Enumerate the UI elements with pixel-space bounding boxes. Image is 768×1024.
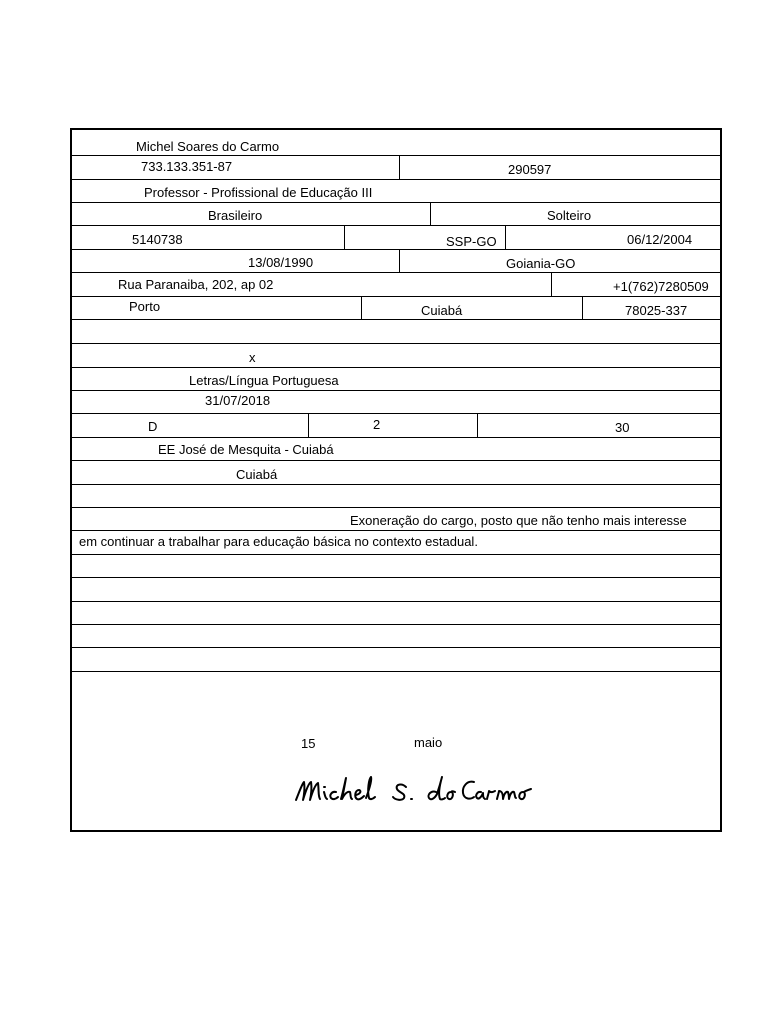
nacionalidade-value: Brasileiro: [208, 208, 263, 223]
referencia-value: 2: [373, 417, 381, 432]
matricula-value: 290597: [508, 162, 552, 177]
naturalidade-value: Goiania-GO: [506, 256, 576, 271]
row-divider: [72, 202, 720, 203]
bairro-value: Porto: [129, 299, 161, 314]
requerimento-form: [70, 128, 722, 832]
cell-divider: [399, 249, 400, 272]
data-conclusao-value: 31/07/2018: [205, 393, 271, 408]
row-divider: [72, 367, 720, 368]
municipio-value: Cuiabá: [236, 467, 278, 482]
row-divider: [72, 319, 720, 320]
data-expedicao-value: 06/12/2004: [627, 232, 693, 247]
curso-value: Letras/Língua Portuguesa: [189, 373, 339, 388]
estado-civil-value: Solteiro: [547, 208, 592, 223]
row-divider: [72, 647, 720, 648]
row-divider: [72, 601, 720, 602]
row-divider: [72, 249, 720, 250]
row-divider: [72, 577, 720, 578]
cell-divider: [344, 225, 345, 249]
orgao-emissor-value: SSP-GO: [446, 234, 497, 249]
cell-divider: [582, 296, 583, 319]
row-divider: [72, 437, 720, 438]
rg-value: 5140738: [132, 232, 183, 247]
signature-image: [294, 770, 534, 810]
motivo-linha2: em continuar a trabalhar para educação básica no contexto estadual.: [79, 534, 478, 549]
cell-divider: [505, 225, 506, 249]
cpf-value: 733.133.351-87: [141, 159, 233, 174]
row-divider: [72, 413, 720, 414]
cell-divider: [551, 272, 552, 296]
motivo-linha1: Exoneração do cargo, posto que não tenho mais interesse: [350, 513, 687, 528]
cell-divider: [361, 296, 362, 319]
mes-value: maio: [414, 735, 443, 750]
row-divider: [72, 554, 720, 555]
row-divider: [72, 530, 720, 531]
row-divider: [72, 225, 720, 226]
cell-divider: [399, 155, 400, 179]
marcacao-x: x: [249, 350, 256, 365]
carga-horaria-value: 30: [615, 420, 630, 435]
row-divider: [72, 179, 720, 180]
cidade-value: Cuiabá: [421, 303, 463, 318]
endereco-value: Rua Paranaiba, 202, ap 02: [118, 277, 274, 292]
dia-value: 15: [301, 736, 316, 751]
row-divider: [72, 460, 720, 461]
row-divider: [72, 390, 720, 391]
row-divider: [72, 155, 720, 156]
row-divider: [72, 484, 720, 485]
lotacao-value: EE José de Mesquita - Cuiabá: [158, 442, 334, 457]
telefone-value: +1(762)7280509: [613, 279, 709, 294]
nome-value: Michel Soares do Carmo: [136, 139, 280, 154]
data-nascimento-value: 13/08/1990: [248, 255, 314, 270]
row-divider: [72, 343, 720, 344]
row-divider: [72, 272, 720, 273]
cep-value: 78025-337: [625, 303, 688, 318]
row-divider: [72, 624, 720, 625]
row-divider: [72, 671, 720, 672]
row-divider: [72, 296, 720, 297]
cell-divider: [477, 413, 478, 437]
row-divider: [72, 507, 720, 508]
nivel-value: D: [148, 419, 158, 434]
cell-divider: [430, 202, 431, 225]
cell-divider: [308, 413, 309, 437]
cargo-value: Professor - Profissional de Educação III: [144, 185, 373, 200]
